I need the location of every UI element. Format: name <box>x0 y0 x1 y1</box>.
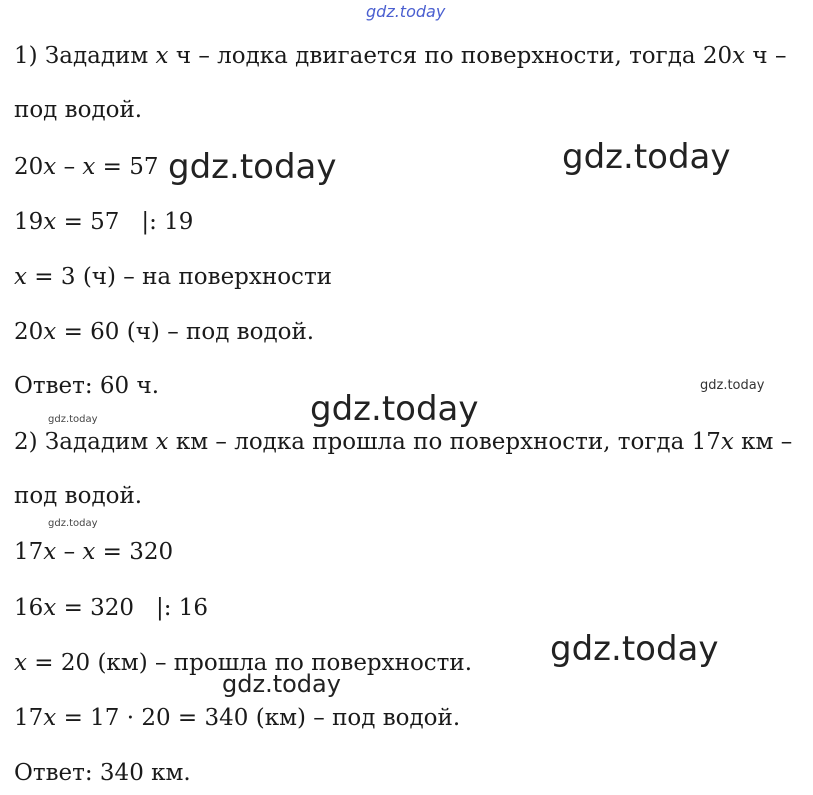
watermark-tiny: gdz.today <box>48 518 98 529</box>
problem2-step-solve: x = 20 (км) – прошла по поверхности. <box>14 650 473 676</box>
problem1-step-solve: x = 3 (ч) – на поверхности <box>14 264 332 290</box>
problem2-step-simplify: 16x = 320 |: 16 <box>14 595 209 621</box>
problem2-statement-line1: 2) Зададим x км – лодка прошла по поверхности, тогда 17x км – <box>14 429 793 455</box>
watermark-large: gdz.today <box>562 137 731 177</box>
watermark-large: gdz.today <box>168 147 337 187</box>
watermark-top: gdz.today <box>366 2 446 21</box>
problem1-step-underwater: 20x = 60 (ч) – под водой. <box>14 319 315 345</box>
watermark-large: gdz.today <box>550 629 719 669</box>
problem1-statement-line1: 1) Зададим x ч – лодка двигается по поверхности, тогда 20x ч – <box>14 43 787 69</box>
watermark-medium: gdz.today <box>222 670 341 698</box>
problem1-answer: Ответ: 60 ч. <box>14 373 160 399</box>
problem2-answer: Ответ: 340 км. <box>14 760 191 786</box>
problem1-equation: 20x – x = 57 <box>14 154 159 180</box>
problem2-step-underwater: 17x = 17 · 20 = 340 (км) – под водой. <box>14 705 461 731</box>
problem2-statement-line2: под водой. <box>14 483 143 509</box>
watermark-large: gdz.today <box>310 389 479 429</box>
watermark-tiny: gdz.today <box>48 414 98 425</box>
problem1-step-simplify: 19x = 57 |: 19 <box>14 209 194 235</box>
problem2-equation: 17x – x = 320 <box>14 539 174 565</box>
watermark-small: gdz.today <box>700 378 765 393</box>
problem1-statement-line2: под водой. <box>14 97 143 123</box>
